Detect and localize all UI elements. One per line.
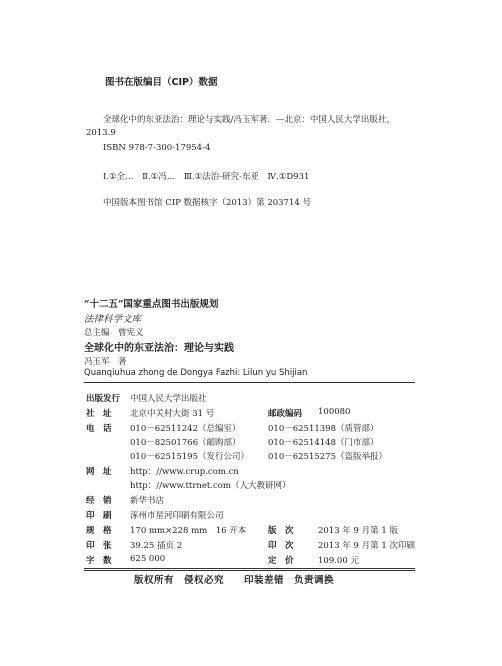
series-plan: “十二五”国家重点图书出版规划 — [84, 299, 219, 310]
printing-value: 2013 年 9 月第 1 次印刷 — [318, 541, 415, 551]
book-pinyin: Quanqiuhua zhong de Dongya Fazhi: Lilun yu Shijian — [84, 368, 308, 378]
address-value: 北京中关村大街 31 号 — [130, 409, 215, 419]
spec-label: 规 格 — [86, 526, 112, 536]
price-label: 定 价 — [268, 556, 294, 566]
phone-right-3: 010－62515275（盗版举报） — [268, 452, 387, 462]
printer-value: 涿州市星河印刷有限公司 — [130, 511, 224, 521]
phone-label: 电 话 — [86, 424, 112, 434]
spec-value: 170 mm×228 mm 16 开本 — [130, 526, 247, 536]
publisher-value: 中国人民大学出版社 — [130, 394, 207, 404]
book-author: 冯玉军 著 — [84, 357, 127, 367]
edition-label: 版 次 — [268, 526, 294, 536]
words-value: 625 000 — [130, 554, 166, 564]
edition-value: 2013 年 9 月第 1 版 — [318, 526, 398, 536]
printer-label: 印 刷 — [86, 511, 112, 521]
sheets-label: 印 张 — [86, 541, 112, 551]
phone-left-1: 010－62511242（总编室） — [130, 424, 241, 434]
web-link-1[interactable]: http：//www.crup.com.cn — [130, 467, 239, 477]
cip-library-number: 中国版本图书馆 CIP 数据核字（2013）第 203714 号 — [103, 198, 311, 208]
series-library: 法律科学文库 — [84, 314, 142, 325]
bottom-rule — [84, 568, 415, 571]
address-label: 社 址 — [86, 409, 112, 419]
phone-right-2: 010－62514148（门市部） — [268, 438, 379, 448]
cip-line-2: 2013.9 — [86, 128, 116, 138]
phone-right-1: 010－62511398（质管部） — [268, 424, 379, 434]
price-value: 109.00 元 — [318, 556, 359, 566]
words-label: 字 数 — [86, 556, 112, 566]
cip-classification: Ⅰ.①全… Ⅱ.①冯… Ⅲ.①法治-研究-东亚 Ⅳ.①D931 — [103, 172, 310, 182]
book-title: 全球化中的东亚法治：理论与实践 — [84, 343, 234, 354]
printing-label: 印 次 — [268, 541, 294, 551]
phone-left-3: 010－62515195（发行公司） — [130, 452, 249, 462]
sheets-value: 39.25 插页 2 — [130, 541, 183, 551]
publisher-label: 出版发行 — [86, 394, 121, 404]
postcode-label: 邮政编码 — [268, 409, 303, 419]
distributor-value: 新华书店 — [130, 496, 165, 506]
web-label: 网 址 — [86, 467, 112, 477]
phone-left-2: 010－82501766（邮购部） — [130, 438, 241, 448]
cip-line-1: 全球化中的东亚法治：理论与实践/冯玉军著．—北京：中国人民大学出版社， — [103, 115, 395, 125]
web-link-2[interactable]: http：//www.ttrnet.com（人大教研网） — [130, 481, 291, 491]
cip-heading: 图书在版编目（CIP）数据 — [105, 77, 218, 88]
cip-isbn: ISBN 978-7-300-17954-4 — [103, 143, 211, 153]
footer-notice: 版权所有 侵权必究 印装差错 负责调换 — [134, 575, 335, 586]
top-rule — [84, 382, 415, 383]
postcode-value: 100080 — [318, 407, 351, 417]
distributor-label: 经 销 — [86, 496, 112, 506]
series-editor: 总主编 曾宪义 — [84, 328, 144, 338]
